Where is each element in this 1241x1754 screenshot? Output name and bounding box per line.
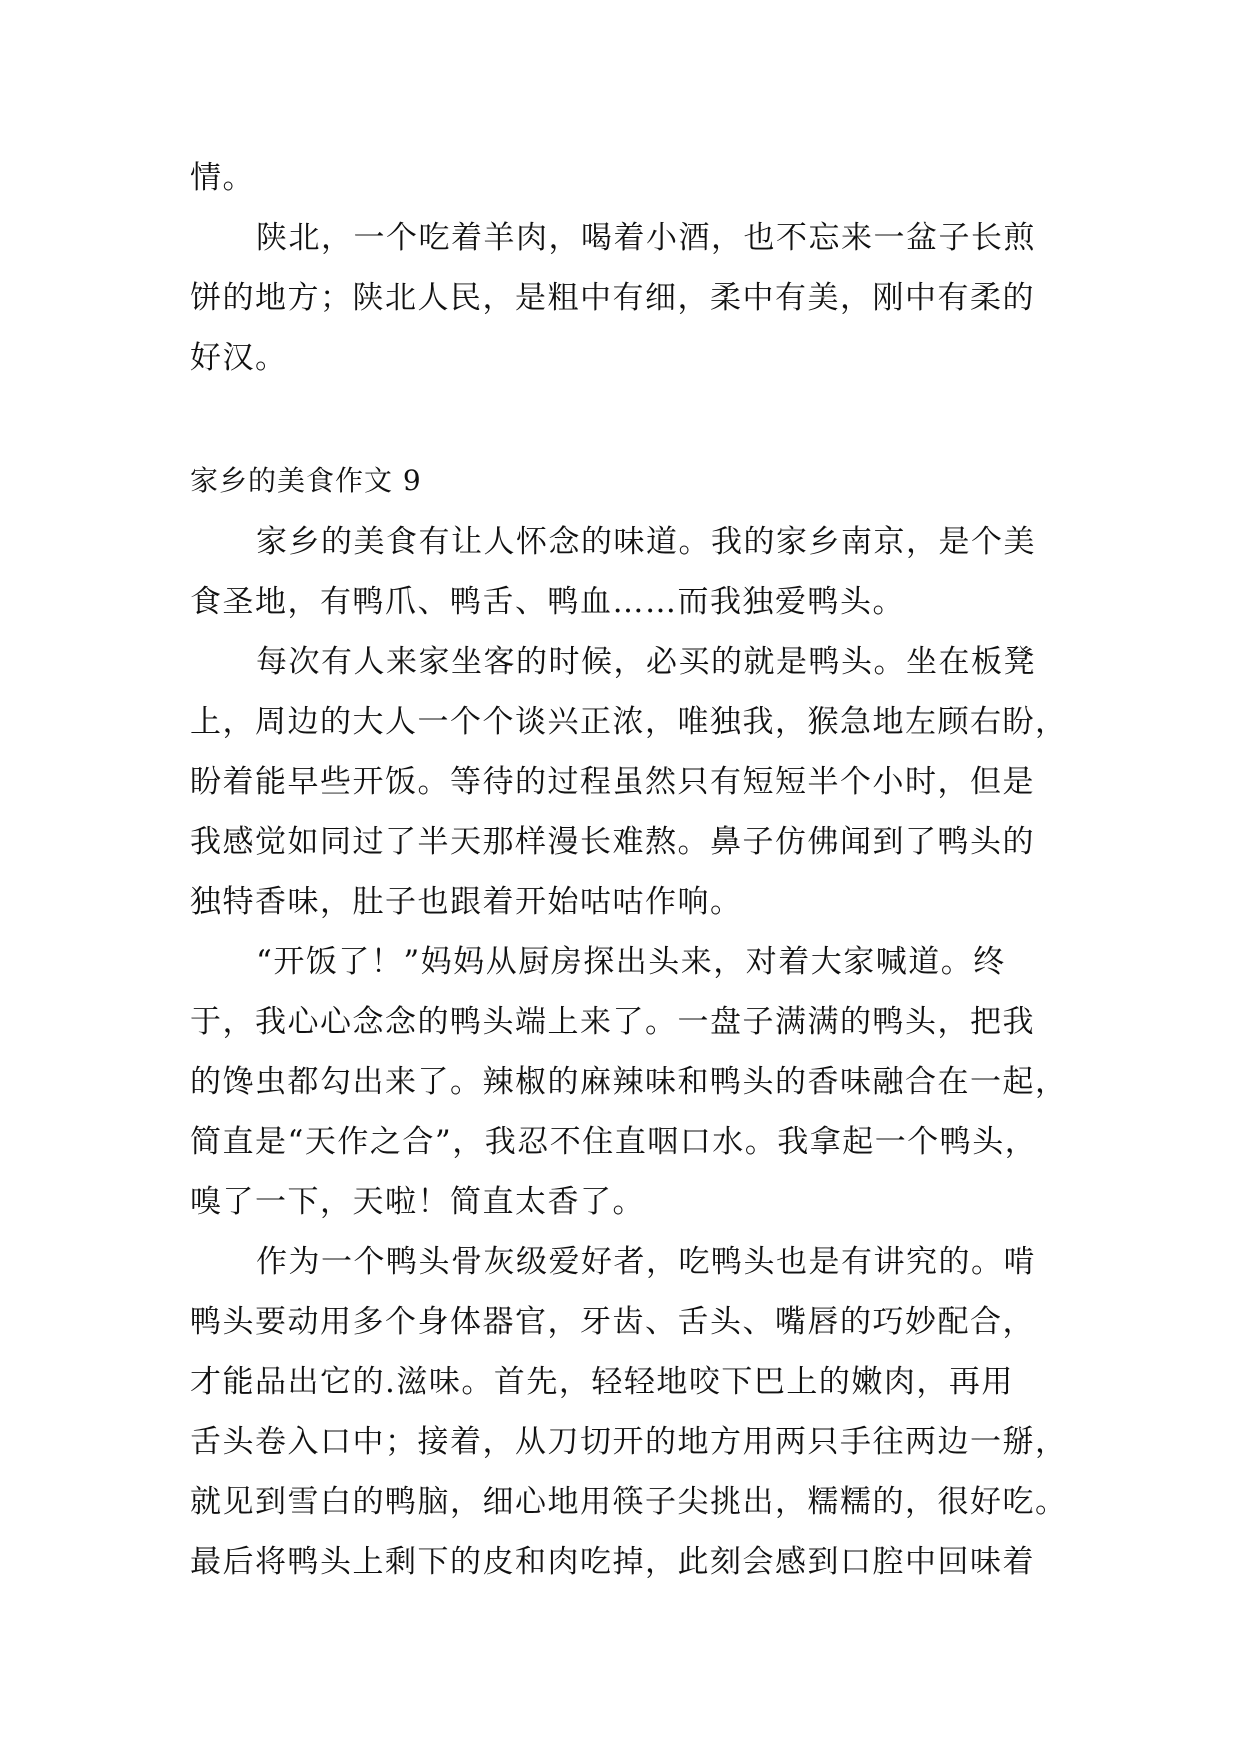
- text-line: 每次有人来家坐客的时候，必买的就是鸭头。坐在板凳: [256, 644, 1036, 680]
- text-line: 我感觉如同过了半天那样漫长难熬。鼻子仿佛闻到了鸭头的: [190, 824, 1035, 860]
- section-spacer: [190, 388, 1050, 450]
- text-line: 就见到雪白的鸭脑，细心地用筷子尖挑出，糯糯的，很好吃。: [190, 1484, 1068, 1520]
- text-line: 嗅了一下，天啦！简直太香了。: [190, 1184, 645, 1220]
- text-line: 最后将鸭头上剩下的皮和肉吃掉，此刻会感到口腔中回味着: [190, 1544, 1035, 1580]
- text-line: 好汉。: [190, 340, 288, 376]
- text-line: 于，我心心念念的鸭头端上来了。一盘子满满的鸭头，把我: [190, 1004, 1035, 1040]
- text-line: “开饭了！”妈妈从厨房探出头来，对着大家喊道。终: [256, 944, 1006, 980]
- text-line: 食圣地，有鸭爪、鸭舌、鸭血……而我独爱鸭头。: [190, 584, 905, 620]
- text-line: 简直是“天作之合”，我忍不住直咽口水。我拿起一个鸭头，: [190, 1124, 1038, 1160]
- section-heading: 家乡的美食作文 9: [190, 464, 422, 497]
- text-line: 独特香味，肚子也跟着开始咕咕作响。: [190, 884, 743, 920]
- text-line: 的馋虫都勾出来了。辣椒的麻辣味和鸭头的香味融合在一起，: [190, 1064, 1068, 1100]
- text-line: 鸭头要动用多个身体器官，牙齿、舌头、嘴唇的巧妙配合，: [190, 1304, 1035, 1340]
- text-line: 饼的地方；陕北人民，是粗中有细，柔中有美，刚中有柔的: [190, 280, 1035, 316]
- document-page: [190, 148, 1068, 1592]
- text-line: 舌头卷入口中；接着，从刀切开的地方用两只手往两边一掰，: [190, 1424, 1068, 1460]
- text-line: 陕北，一个吃着羊肉，喝着小酒，也不忘来一盆子长煎: [256, 220, 1036, 256]
- text-line: 家乡的美食有让人怀念的味道。我的家乡南京，是个美: [256, 524, 1036, 560]
- text-line: 上，周边的大人一个个谈兴正浓，唯独我，猴急地左顾右盼，: [190, 704, 1068, 740]
- text-line: 盼着能早些开饭。等待的过程虽然只有短短半个小时，但是: [190, 764, 1035, 800]
- text-line: 情。: [190, 160, 255, 196]
- text-line: 作为一个鸭头骨灰级爱好者，吃鸭头也是有讲究的。啃: [256, 1244, 1036, 1280]
- text-line: 才能品出它的.滋味。首先，轻轻地咬下巴上的嫩肉，再用: [190, 1364, 1014, 1400]
